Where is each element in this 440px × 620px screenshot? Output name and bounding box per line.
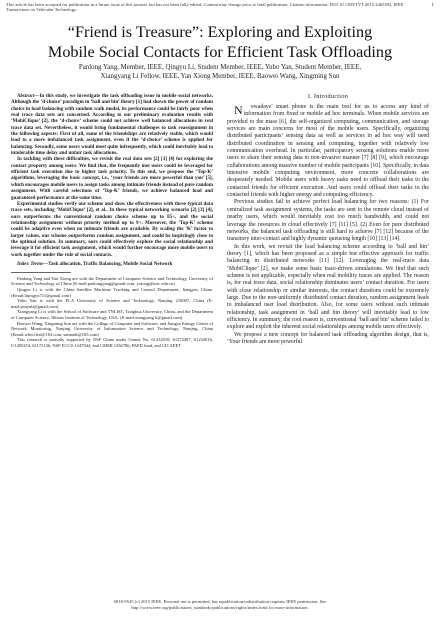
abstract-label: Abstract	[17, 93, 35, 99]
paper-title	[0, 22, 440, 62]
intro-paragraph-2: Previous studies fail to achieve perfect load balancing for two reasons: (1) For centralized task assignment systems, the tasks are sent to the remote cloud instead of nearby users, which would inevitably cost too much bandwidth, and could not leverage the resources in cloud effectively [7] [11] [5]. (2) Even for pure distributed networks, the balanced task offloading is still hard to achieve [7] [12] because of the transitory inter-contact and highly dynamic queueing length [10] [13] [14].	[227, 199, 429, 243]
title-line-1: “Friend is Treasure”: Exploring and Exploiting	[67, 23, 373, 41]
abstract	[11, 93, 213, 258]
copyright-line-1: 0018-9545 (c) 2015 IEEE. Personal use is permitted, but republication/redistribution requires IEEE permission. See	[113, 599, 327, 604]
index-terms-text: —Task allocation, Traffic Balancing, Mobile Social Network	[43, 260, 173, 267]
intro-text-1: owadays’ smart phone is the main tool for us to access any kind of information from fixed or mobile ad hoc terminals. When mobile services are provided to the mass [6], the self-organized computing, communication, and storage services are main concerns for most of the mobile users. Specifically, organizing distributed participants’ sensing data as well as services in ad hoc way will need distributed coordination in sensing and computing, together with relatively low communication overhead. In particular, participatory sensing solutions enable more users to share their sensing data in non-invasive manner [7] [8] [9], which encourage collaborations among massive number of mobile participants [10]. Specifically, in data intensive mobile computing environment, more concrete collaborations are desperately needed. Mobile users with heavy tasks need to offload their tasks to the contacted friends for efficient execution. And users could offload their tasks to the contacted friends with higher energy and computing efficiency.	[227, 104, 429, 199]
footnote-item: Xiangyang Li is with the School of Software and TNLIST, Tsinghua University, China, and the Department of Computer Science, Illinois Institute of Technology, USA. (E-mail:xiangyang.li@gmail.com).	[11, 309, 213, 320]
section-heading-introduction: I. Introduction	[307, 93, 349, 100]
footnote-item: Panlong Yang and Yan Xiong are with the Department of Computer Science and Technology, University of Science and Technology of China (E-mail:panlongyang@gmail.com, yxiong@ustc.edu.cn)	[11, 275, 213, 287]
right-column	[227, 93, 429, 346]
index-terms-label: Index Terms	[17, 260, 44, 267]
publication-notice: This article has been accepted for publication in a future issue of this journal, but has not been fully edited. Content may change prior to final publication. Citation information: DOI 10.1109/TVT.2015.2465392, IEEE Transactions on Vehicular Technology	[6, 2, 404, 13]
authors-line-1: Panlong Yang, Member, IEEE, Qingyu Li, Student Member, IEEE, Yubo Yan, Student Member, IEEE,	[78, 64, 362, 71]
author-footnotes	[11, 276, 213, 349]
intro-paragraph-3: In this work, we revisit the load balancing scheme according to ‘ball and bin’ theory [1], which has been proposed as a simple but effective approach for traffic balancing in distributed networks [11] [12]. Leveraging the real-trace data ‘MobiClique’ [2], we make some basic trace-driven simulations. We find that such scheme is not applicable, especially when real mobility traces are applied. The reason is, for real trace data, social relationship dominates users’ contact duration. For users with close relationship or similar interests, the contact durations could be extremely large. Due to the non-uniformly distributed contact duration, random assignment leads to imbalanced user load distribution. Also, for some users without such intimate relationship, task assignment in ‘ball and bin theory’ will inevitably lead to low efficiency. In summary, the root reason is, conventional ‘ball and bin’ scheme failed to explore and exploit the inherent social relationships among mobile users effectively.	[227, 243, 429, 331]
footnote-item: This research is partially supported by NSF China under Grants No. 61232018, 61272487, 61232016, U1405254, 61173136, NSF ECCS-1247944, and CMMI 1436786, PAPD fund, and CICAEET	[11, 337, 213, 348]
drop-cap: N	[234, 103, 243, 117]
left-column	[11, 93, 213, 349]
introduction-body	[227, 104, 429, 346]
abstract-text-1: —In this study, we investigate the task offloading issue in mobile social networks. Although the ‘d-choice’ paradigm in ‘ball and bin’ theory [1] had shown the power of random choice in load balancing with random walk model, its performance could be fairly poor when real trace data sets are concerned. According to our preliminary evaluation results with ‘MobiClique’ [2], the ‘d-choice’ scheme could not achieve well balanced allocations in real trace data set. Nevertheless, it would bring fundamental challenges to task reassignment in the following aspects: First of all, some of the friendships are relatively stable, which would lead to a more imbalanced task assignment, even if the ‘d-choice’ scheme is applied for balancing. Secondly, some users would meet quite infrequently, which could inevitably lead to intolerable time delay and unfair task allocations.	[11, 93, 213, 157]
footnote-item: Baowei Wang, Xingming Sun are with the College of Computer and Software, and Jiangsu Energy Center of Network Monitoring, Nanjing University of Information Science and Technology, Nanjing, China (Email:wbw.first@163.com, sunnudt@163.com)	[11, 320, 213, 337]
intro-paragraph-1	[227, 104, 429, 199]
abstract-paragraph-3: Experimental studies verify our scheme and show the effectiveness with three typical data trace sets, including ‘MobiClique’ [2], et al.. In these typical networking scenario [2] [3] [4], ours outperforms the conventional random choice scheme up to 85+, and the social relationship assignment without priority method up to 9+. Moreover, the ‘Top-K’ scheme could be adaptive even when no intimate friends are available. By scaling the ‘K’ factor to larger values, our scheme outperforms random assignment, and could be inspiringly close to the optimal solution. In summary, ours could effectively explore the social relationship and leverage it for efficient task assignment, which would further encourage more mobile users to work together under the rule of social contacts.	[11, 200, 213, 258]
copyright-line-2: http://www.ieee.org/publications_standards/publications/rights/index.html for more information.	[131, 604, 309, 610]
abstract-paragraph-2: In tackling with these difficulties, we revisit the real data sets [2] [3] [4] for exploring the contact property among users. We find that, the frequently met users could be leveraged for efficient task execution due to higher task priority. To this end, we propose the ‘Top-K’ algorithms, leveraging the basic concept, i.e., ‘your friends are more powerful than you’ [5], which encourages mobile users to assign tasks among intimate friends instead of pure random assignment. With careful selections of ‘Top-K’ friends, we achieve balanced load and guaranteed performance at the same time.	[11, 156, 213, 201]
abstract-paragraph-1	[11, 93, 213, 156]
footnote-item: Qingyu Li is with the China Satellite Maritime Tracking and Control Department, Jiangyin, China. (Email:liqingyu711@gmail.com)	[11, 286, 213, 298]
author-list	[30, 64, 410, 81]
footnote-item: Yubo Yan is with the PLA University of Science and Technology, Nanjing 210007, China (E-mail:yanyub@gmail.com)	[11, 298, 213, 309]
index-terms	[11, 261, 213, 267]
page-number: 1	[431, 3, 434, 8]
copyright-footer	[20, 599, 420, 610]
intro-paragraph-4: We propose a new concept for balanced task offloading algorithm design, that is, ‘Your friends are more powerful	[227, 331, 429, 345]
footnote-divider	[11, 272, 71, 273]
title-line-2: Mobile Social Contacts for Efficient Task Offloading	[47, 43, 393, 61]
authors-line-2: Xiangyang Li Fellow, IEEE, Yan Xiong Member, IEEE, Baowei Wang, Xingming Sun	[100, 72, 340, 80]
